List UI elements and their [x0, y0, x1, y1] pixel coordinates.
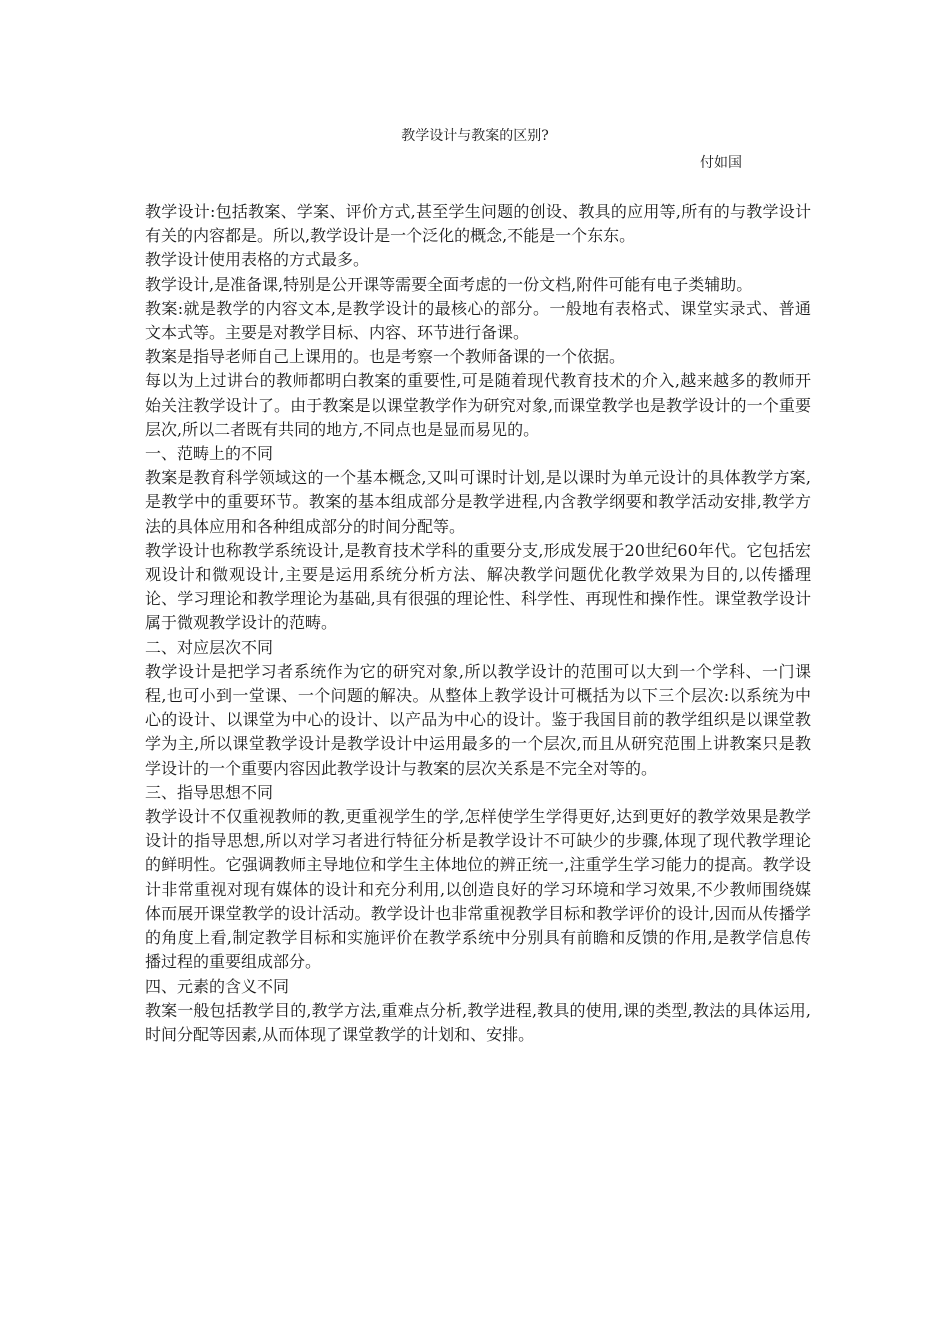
document-author: 付如国 — [700, 155, 742, 171]
section-heading: 四、元素的含义不同 — [145, 976, 290, 996]
section-heading: 二、对应层次不同 — [145, 637, 274, 657]
paragraph: 教学设计不仅重视教师的教,更重视学生的学,怎样使学生学得更好,达到更好的教学效果是教学设计的指导思想,所以对学习者进行特征分析是教学设计不可缺少的步骤,体现了现代教学理论的鲜明性。它强调教师主导地位和学生主体地位的辨正统一,注重学生学习能力的提高。教学设计非常重视对现有媒体的设计和充分利用,以创造良好的学习环境和学习效果,不少教师围绕媒体而展开课堂教学的设计活动。教学设计也非常重视教学目标和教学评价的设计,因而从传播学的角度上看,制定教学目标和实施评价在教学系统中分别具有前瞻和反馈的作用,是教学信息传播过程的重要组成部分。 — [145, 807, 811, 972]
paragraph: 教学设计使用表格的方式最多。 — [145, 250, 370, 270]
paragraph: 教案:就是教学的内容文本,是教学设计的最核心的部分。一般地有表格式、课堂实录式、普通文本式等。主要是对教学目标、内容、环节进行备课。 — [145, 298, 811, 343]
paragraph: 教案一般包括教学目的,教学方法,重难点分析,教学进程,教具的使用,课的类型,教法的具体运用,时间分配等因素,从而体现了课堂教学的计划和、安排。 — [145, 1000, 811, 1044]
paragraph: 教案是教育科学领域这的一个基本概念,又叫可课时计划,是以课时为单元设计的具体教学方案,是教学中的重要环节。教案的基本组成部分是教学进程,内含教学纲要和教学活动安排,教学方法的具体应用和各种组成部分的时间分配等。 — [145, 468, 811, 536]
paragraph: 教学设计:包括教案、学案、评价方式,甚至学生问题的创设、教具的应用等,所有的与教学设计有关的内容都是。所以,教学设计是一个泛化的概念,不能是一个东东。 — [145, 202, 811, 246]
document-body — [145, 200, 811, 1047]
paragraph: 教学设计是把学习者系统作为它的研究对象,所以教学设计的范围可以大到一个学科、一门课程,也可小到一堂课、一个问题的解决。从整体上教学设计可概括为以下三个层次:以系统为中心的设计、以课堂为中心的设计、以产品为中心的设计。鉴于我国目前的教学组织是以课堂教学为主,所以课堂教学设计是教学设计中运用最多的一个层次,而且从研究范围上讲教案只是教学设计的一个重要内容因此教学设计与教案的层次关系是不完全对等的。 — [145, 661, 811, 778]
paragraph: 教案是指导老师自己上课用的。也是考察一个教师备课的一个依据。 — [145, 347, 626, 367]
document-title: 教学设计与教案的区别? — [401, 128, 549, 144]
paragraph: 教学设计也称教学系统设计,是教育技术学科的重要分支,形成发展于20世纪60年代。它包括宏观设计和微观设计,主要是运用系统分析方法、解决教学问题优化教学效果为目的,以传播理论、学习理论和教学理论为基础,具有很强的理论性、科学性、再现性和操作性。课堂教学设计属于微观教学设计的范畴。 — [145, 540, 811, 633]
section-heading: 三、指导思想不同 — [145, 782, 274, 802]
paragraph: 每以为上过讲台的教师都明白教案的重要性,可是随着现代教育技术的介入,越来越多的教师开始关注教学设计了。由于教案是以课堂教学作为研究对象,而课堂教学也是教学设计的一个重要层次,所以二者既有共同的地方,不同点也是显而易见的。 — [145, 371, 811, 439]
paragraph: 教学设计,是准备课,特别是公开课等需要全面考虑的一份文档,附件可能有电子类辅助。 — [145, 274, 753, 294]
section-heading: 一、范畴上的不同 — [145, 444, 274, 464]
